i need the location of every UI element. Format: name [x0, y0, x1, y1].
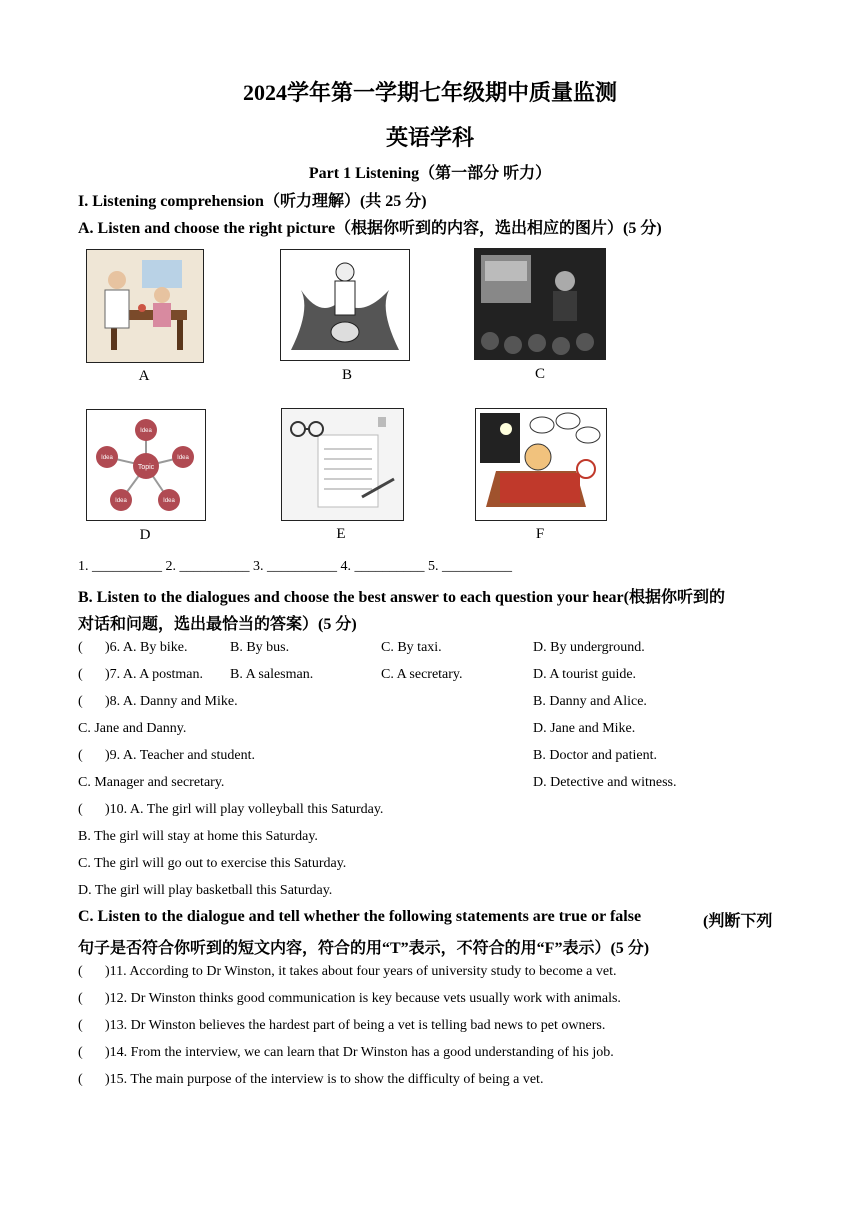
picture-b	[280, 249, 410, 361]
picture-c	[474, 248, 606, 360]
answer-paren[interactable]: (	[78, 640, 83, 655]
q10-option-d: D. The girl will play basketball this Saturday.	[78, 883, 333, 898]
picture-b-label: B	[341, 367, 352, 383]
section1-heading: I. Listening comprehension（听力理解）(共 25 分)	[78, 193, 427, 210]
statement-13: )13. Dr Winston believes the hardest part of being a vet is telling bad news to pet owners.	[105, 1018, 606, 1033]
q9-option-a: )9. A. Teacher and student.	[105, 748, 255, 763]
part1-heading: Part 1 Listening（第一部分 听力）	[308, 165, 552, 182]
q6-option-a: )6. A. By bike.	[105, 640, 188, 655]
topic-mindmap-icon	[87, 410, 205, 520]
picture-d	[86, 409, 206, 521]
answer-paren[interactable]: (	[78, 748, 83, 763]
q7-option-b: B. A salesman.	[230, 667, 314, 682]
statement-12: )12. Dr Winston thinks good communication is key because vets usually work with animals.	[105, 991, 621, 1006]
answer-paren[interactable]: (	[78, 802, 83, 817]
sectionC-heading: C. Listen to the dialogue and tell whether the following statements are true or false	[78, 908, 642, 925]
answer-paren[interactable]: (	[78, 1018, 83, 1033]
sectionC-heading-cont: 句子是否符合你听到的短文内容，符合的用“T”表示，不符合的用“F”表示）(5 分)	[78, 940, 650, 957]
page-subtitle: 英语学科	[385, 125, 474, 150]
answer-paren[interactable]: (	[78, 1072, 83, 1087]
picture-d-label: D	[139, 527, 151, 543]
q6-option-d: D. By underground.	[533, 640, 645, 655]
picture-a-label: A	[138, 368, 150, 384]
answer-paren[interactable]: (	[78, 667, 83, 682]
q8-option-d: D. Jane and Mike.	[533, 721, 636, 736]
picture-e-label: E	[336, 526, 346, 542]
notebook-glasses-icon	[282, 409, 403, 520]
statement-14: )14. From the interview, we can learn that Dr Winston has a good understanding of his job.	[105, 1045, 614, 1060]
picture-f	[475, 408, 607, 521]
q10-option-b: B. The girl will stay at home this Saturday.	[78, 829, 318, 844]
mindmap-node-text: Idea	[177, 455, 189, 461]
picture-f-label: F	[535, 526, 545, 542]
q9-option-d: D. Detective and witness.	[533, 775, 677, 790]
answer-paren[interactable]: (	[78, 694, 83, 709]
page-title: 2024学年第一学期七年级期中质量监测	[242, 80, 617, 105]
answer-paren[interactable]: (	[78, 964, 83, 979]
answer-paren[interactable]: (	[78, 991, 83, 1006]
picture-a	[86, 249, 204, 363]
mindmap-center-text: Topic	[137, 464, 155, 471]
q6-option-c: C. By taxi.	[381, 640, 442, 655]
girl-with-basket-icon	[281, 250, 409, 360]
q8-option-a: )8. A. Danny and Mike.	[105, 694, 238, 709]
q7-option-c: C. A secretary.	[381, 667, 463, 682]
statement-11: )11. According to Dr Winston, it takes about four years of university study to become a vet.	[105, 964, 617, 979]
q7-option-a: )7. A. A postman.	[105, 667, 204, 682]
q8-option-b: B. Danny and Alice.	[533, 694, 647, 709]
sectionB-heading: B. Listen to the dialogues and choose the best answer to each question your hear(根据你听到的	[78, 589, 725, 606]
mindmap-node-text: Idea	[115, 498, 127, 504]
answer-blanks[interactable]: 1. __________ 2. __________ 3. __________ 4. __________ 5. __________	[78, 559, 512, 574]
picture-e	[281, 408, 404, 521]
man-awake-in-bed-icon	[476, 409, 606, 520]
q10-option-c: C. The girl will go out to exercise this Saturday.	[78, 856, 347, 871]
answer-paren[interactable]: (	[78, 1045, 83, 1060]
doctor-checkup-icon	[87, 250, 203, 362]
q6-option-b: B. By bus.	[230, 640, 290, 655]
q9-option-c: C. Manager and secretary.	[78, 775, 225, 790]
q10-option-a: )10. A. The girl will play volleyball this Saturday.	[105, 802, 384, 817]
q7-option-d: D. A tourist guide.	[533, 667, 637, 682]
mindmap-node-text: Idea	[101, 455, 113, 461]
picture-c-label: C	[534, 366, 545, 382]
mindmap-node-text: Idea	[163, 498, 175, 504]
statement-15: )15. The main purpose of the interview is to show the difficulty of being a vet.	[105, 1072, 544, 1087]
q9-option-b: B. Doctor and patient.	[533, 748, 658, 763]
audience-presentation-icon	[475, 249, 605, 359]
sectionC-heading-cn: (判断下列	[703, 913, 773, 930]
q8-option-c: C. Jane and Danny.	[78, 721, 187, 736]
sectionA-heading: A. Listen and choose the right picture（根据你听到的内容，选出相应的图片）(5 分)	[78, 220, 662, 237]
sectionB-heading-cont: 对话和问题，选出最恰当的答案）(5 分)	[78, 616, 357, 633]
mindmap-node-text: Idea	[140, 428, 152, 434]
